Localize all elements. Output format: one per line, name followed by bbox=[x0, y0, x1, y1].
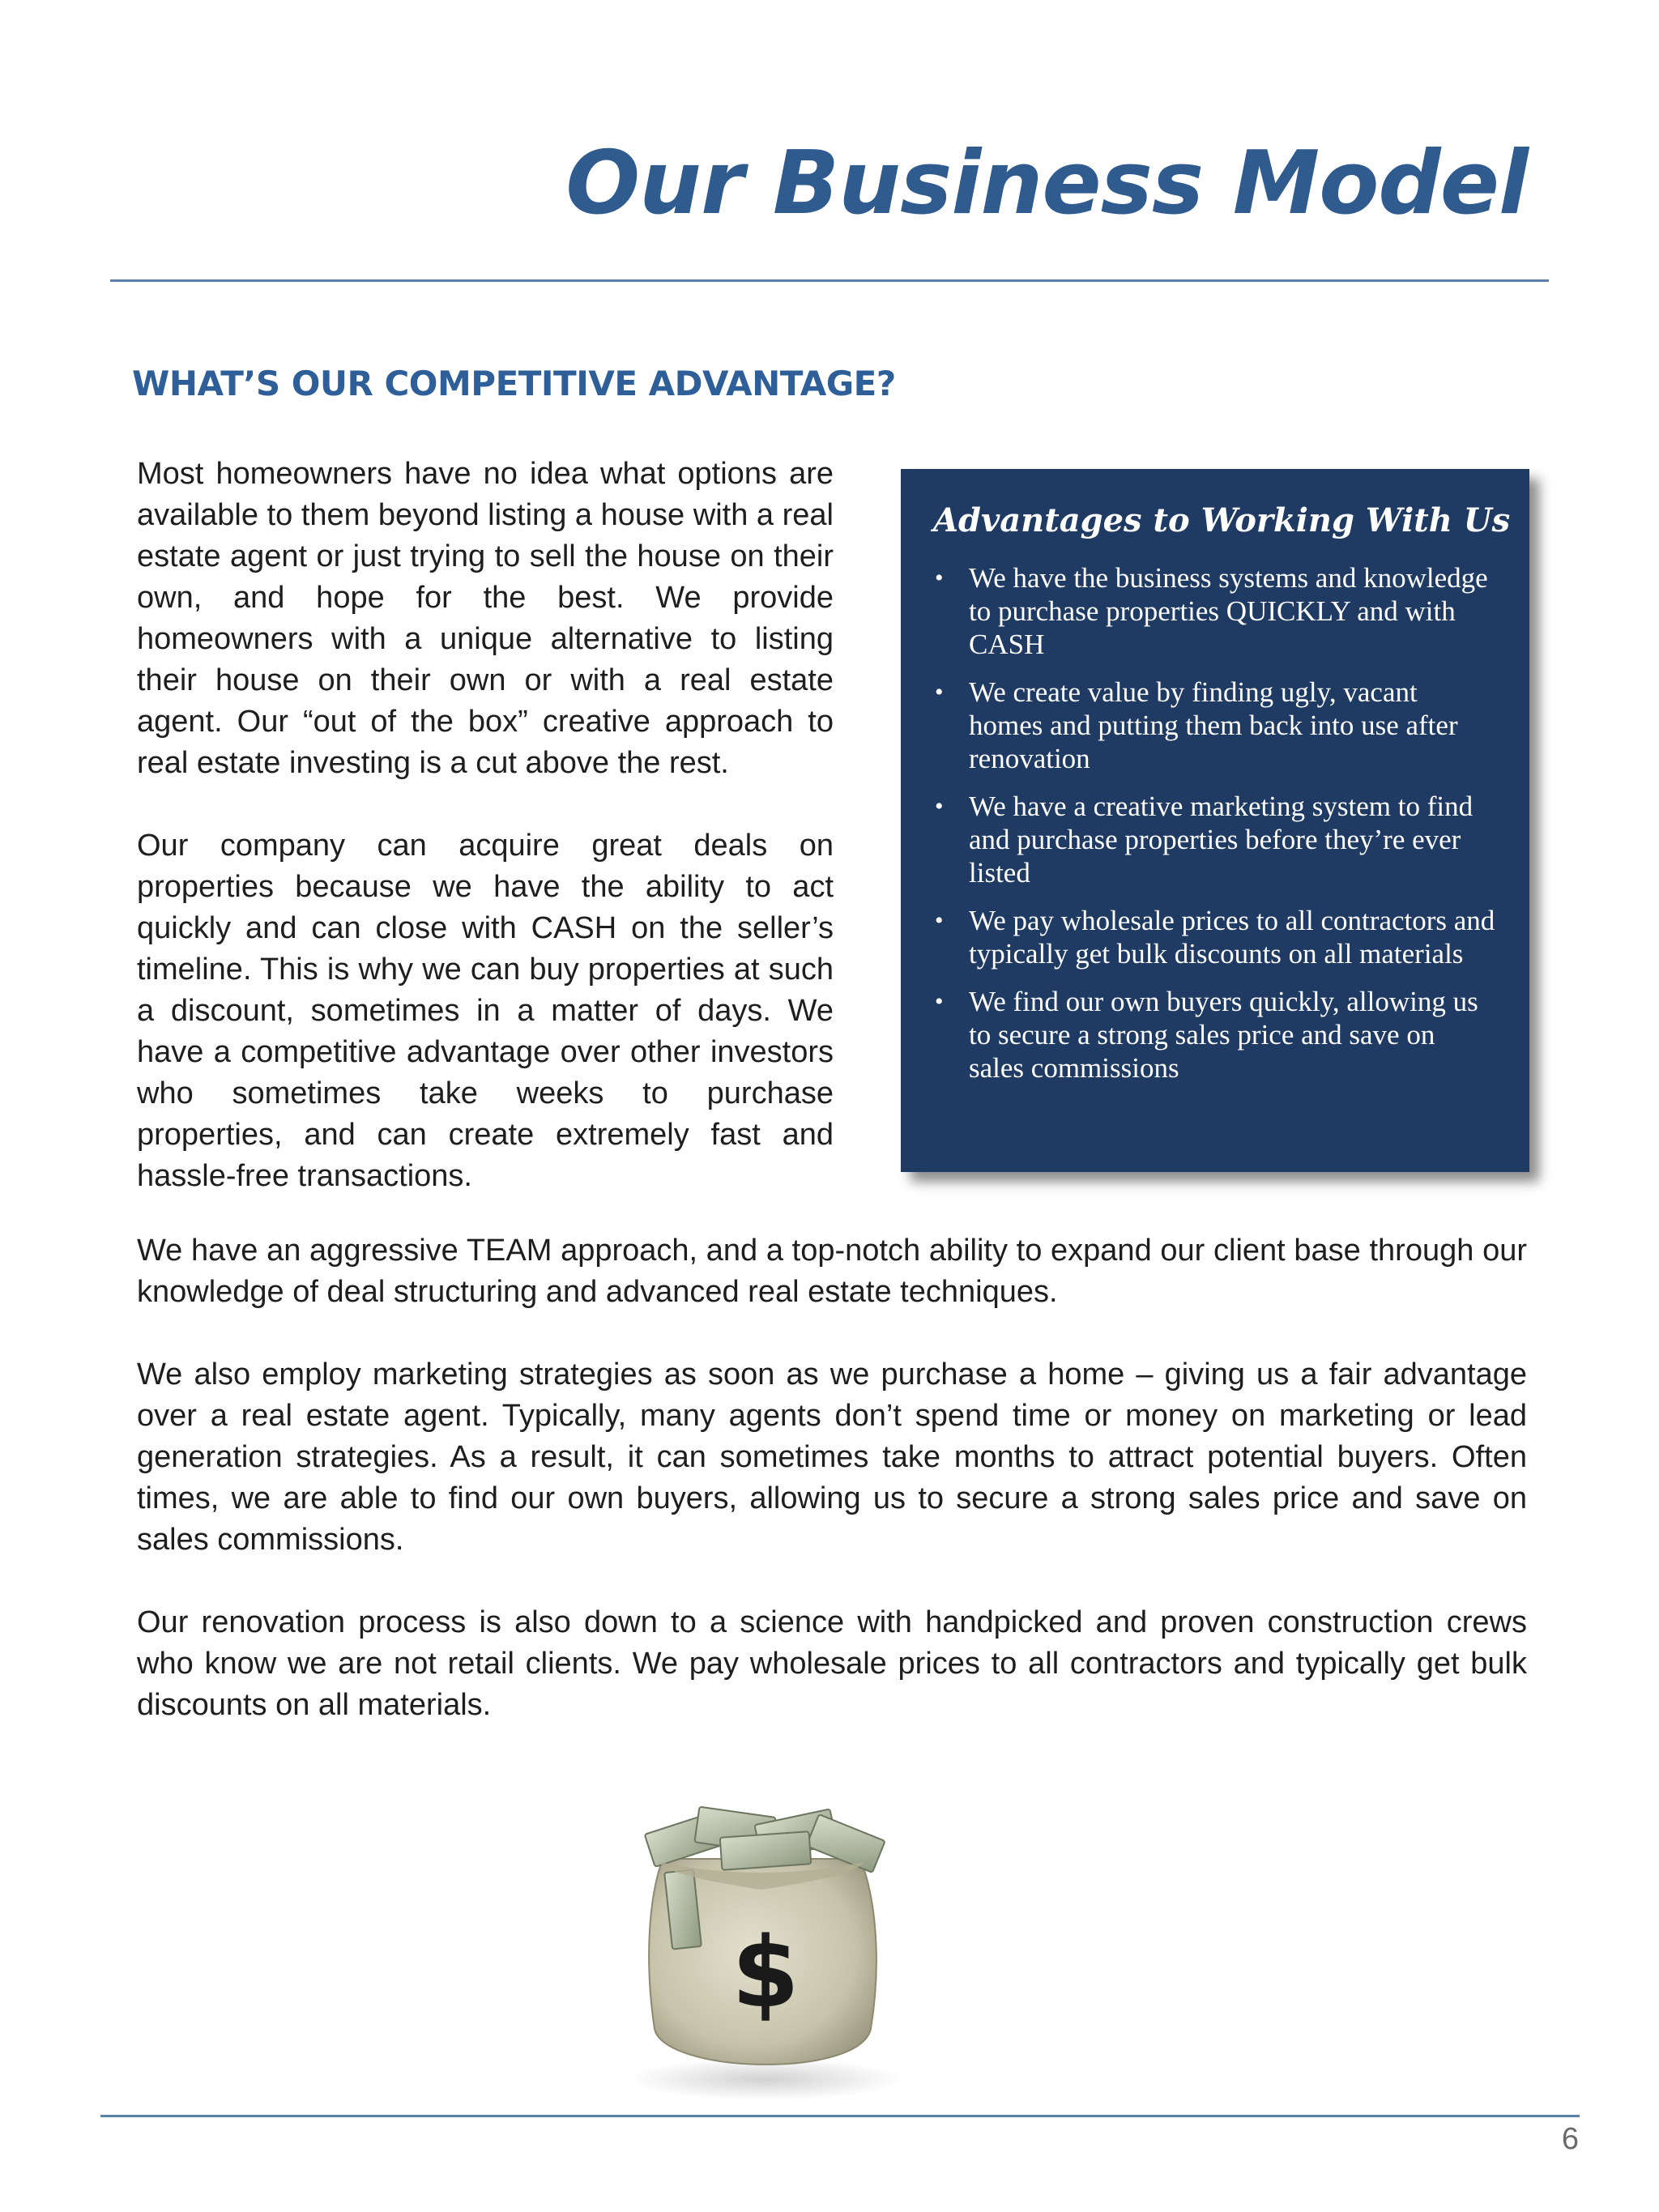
advantages-list bbox=[933, 561, 1497, 1085]
intro-paragraph-1: Most homeowners have no idea what options are available to them beyond listing a house with a real estate agent or just trying to sell the house on their own, and hope for the best. We provide homeowners with a unique alternative to listing their house on their own or with a real estate agent. Our “out of the box” creative approach to real estate investing is a cut above the rest. bbox=[137, 457, 834, 780]
advantage-item bbox=[933, 676, 1497, 775]
body-paragraph-1: We have an aggressive TEAM approach, and a top-notch ability to expand our client base through our knowledge of deal structuring and advanced real estate techniques. bbox=[137, 1234, 1527, 1309]
advantage-text: We have the business systems and knowledge to purchase properties QUICKLY and with CASH bbox=[969, 562, 1488, 660]
body-text bbox=[137, 1230, 1527, 1767]
money-bag-icon bbox=[591, 1794, 932, 2102]
bullet-icon: • bbox=[935, 565, 944, 591]
page-title: Our Business Model bbox=[565, 133, 1528, 234]
dollar-sign: $ bbox=[731, 1917, 800, 2030]
advantage-item bbox=[933, 790, 1497, 889]
advantage-item bbox=[933, 561, 1497, 661]
advantage-text: We find our own buyers quickly, allowing us to secure a strong sales price and save on sales commissions bbox=[969, 986, 1478, 1084]
advantages-box bbox=[901, 469, 1529, 1172]
body-paragraph-3: Our renovation process is also down to a science with handpicked and proven construction crews who know we are not retail clients. We pay wholesale prices to all contractors and typically get bulk discounts on all materials. bbox=[137, 1605, 1527, 1722]
advantage-text: We have a creative marketing system to find and purchase properties before they’re ever listed bbox=[969, 791, 1473, 889]
advantage-item bbox=[933, 985, 1497, 1085]
footer-divider bbox=[100, 2115, 1580, 2117]
advantage-item bbox=[933, 904, 1497, 970]
intro-paragraph-2: Our company can acquire great deals on properties because we have the ability to act quickly and can close with CASH on the seller’s timeline. This is why we can buy properties at such a discount, sometimes in a matter of days. We have a competitive advantage over other investors who sometimes take weeks to purchase properties, and can create extremely fast and hassle-free transactions. bbox=[137, 829, 834, 1193]
advantages-title: Advantages to Working With Us bbox=[933, 501, 1511, 539]
advantage-text: We create value by finding ugly, vacant homes and putting them back into use after renovation bbox=[969, 676, 1458, 774]
bullet-icon: • bbox=[935, 988, 944, 1015]
intro-column bbox=[137, 454, 834, 1197]
bullet-icon: • bbox=[935, 793, 944, 820]
page-number: 6 bbox=[1561, 2122, 1579, 2156]
advantage-text: We pay wholesale prices to all contractors and typically get bulk discounts on all materials bbox=[969, 905, 1495, 970]
body-paragraph-2: We also employ marketing strategies as soon as we purchase a home – giving us a fair advantage over a real estate agent. Typically, many agents don’t spend time or money on marketing or lead generation strategies. As a result, it can sometimes take months to attract potential buyers. Often times, we are able to find our own buyers, allowing us to secure a strong sales price and save on sales commissions. bbox=[137, 1357, 1527, 1557]
bullet-icon: • bbox=[935, 679, 944, 705]
header-divider bbox=[110, 279, 1549, 282]
bullet-icon: • bbox=[935, 907, 944, 934]
section-heading: WHAT’S OUR COMPETITIVE ADVANTAGE? bbox=[132, 364, 896, 403]
